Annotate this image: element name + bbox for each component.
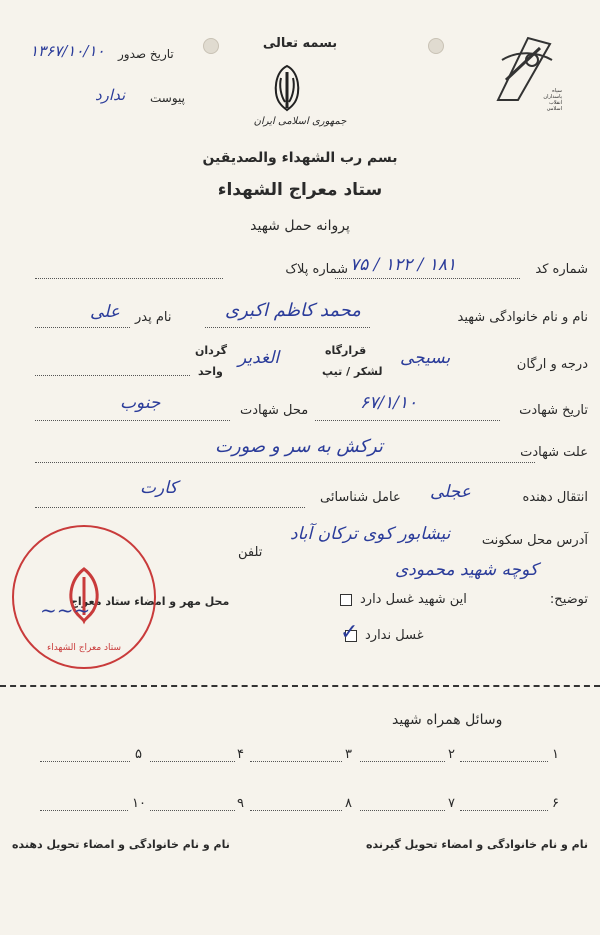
father-name-value: علی <box>90 302 120 322</box>
corps-label: لشکر / تیپ <box>322 365 383 378</box>
accessory-3-line <box>250 761 342 762</box>
iran-emblem-icon <box>265 62 309 114</box>
attachment-label: پیوست <box>150 91 185 105</box>
accessory-5-line <box>40 761 130 762</box>
date-line <box>315 420 500 421</box>
transfer-label: انتقال دهنده <box>522 490 588 505</box>
identifier-line <box>35 507 305 508</box>
father-name-label: نام پدر <box>135 310 172 325</box>
unwashed-label: غسل ندارد <box>365 628 424 643</box>
address-value-line2: کوچه شهید محمودی <box>395 560 539 580</box>
rank-label: درجه و ارگان <box>516 357 588 372</box>
battalion-label: گردان <box>195 344 228 357</box>
accessory-4-line <box>150 761 235 762</box>
accessory-6: ۶ <box>552 796 559 811</box>
stamp-area-label: محل مهر و امضاء ستاد معراج <box>70 595 230 608</box>
title-line-3: پروانه حمل شهید <box>250 218 350 234</box>
martyrdom-place-value: جنوب <box>120 393 161 413</box>
hq-label: قرارگاه <box>325 344 367 357</box>
irgc-logo-text: سپاه پاسداران انقلاب اسلامی <box>543 88 562 112</box>
accessory-8-line <box>250 810 342 811</box>
transfer-value: عجلی <box>430 482 471 502</box>
plate-label: شماره پلاک <box>285 262 348 277</box>
invocation: بسمه تعالی <box>262 36 338 51</box>
battalion-line <box>35 375 190 376</box>
place-line <box>35 420 230 421</box>
accessory-3: ۳ <box>345 747 352 762</box>
code-value: ۱۸۱ / ۱۲۲ / ۷۵ <box>350 255 457 275</box>
accessory-10: ۱۰ <box>132 796 146 811</box>
unwashed-check-mark-icon: ✓ <box>340 620 359 645</box>
father-line <box>35 327 130 328</box>
martyr-name-label: نام و نام خانوادگی شهید <box>457 310 588 325</box>
martyr-name-value: محمد کاظم اکبری <box>225 300 361 321</box>
phone-label: تلفن <box>238 545 263 560</box>
title-line-2: ستاد معراج الشهداء <box>217 180 383 200</box>
accessories-heading: وسائل همراه شهید <box>392 712 503 728</box>
cause-line <box>35 462 535 463</box>
name-line <box>205 327 370 328</box>
rank-value: بسیجی <box>400 348 451 368</box>
note-label: توضیح: <box>549 592 588 607</box>
plate-line <box>35 278 223 279</box>
accessory-6-line <box>460 810 548 811</box>
martyrdom-date-label: تاریخ شهادت <box>519 403 588 418</box>
title-line-1: بسم رب الشهداء والصدیقین <box>202 150 398 166</box>
cause-value: ترکش به سر و صورت <box>215 436 383 457</box>
corps-value: الغدیر <box>238 348 280 368</box>
accessory-9-line <box>150 810 235 811</box>
martyrdom-place-label: محل شهادت <box>240 403 309 418</box>
identifier-label: عامل شناسائی <box>320 490 401 505</box>
accessory-4: ۴ <box>237 747 244 762</box>
code-line <box>335 278 520 279</box>
accessory-10-line <box>40 810 128 811</box>
emblem-caption: جمهوری اسلامی ایران <box>253 116 347 127</box>
section-separator <box>0 685 600 687</box>
red-circular-stamp <box>12 525 156 669</box>
cause-label: علت شهادت <box>520 445 588 460</box>
accessory-8: ۸ <box>345 796 352 811</box>
deliverer-signature-label: نام و نام خانوادگی و امضاء تحویل دهنده <box>12 838 230 851</box>
accessory-2: ۲ <box>448 747 455 762</box>
attachment-value: ندارد <box>95 86 126 104</box>
accessory-1: ۱ <box>552 747 559 762</box>
identifier-value: کارت <box>140 478 178 498</box>
accessory-7: ۷ <box>448 796 455 811</box>
unit-label: واحد <box>198 365 223 378</box>
accessory-2-line <box>360 761 445 762</box>
address-label: آدرس محل سکونت <box>481 533 588 548</box>
stamp-text: ستاد معراج الشهداء <box>46 643 122 653</box>
code-label: شماره کد <box>535 262 588 277</box>
washed-checkbox <box>340 594 352 606</box>
receiver-signature-label: نام و نام خانوادگی و امضاء تحویل گیرنده <box>366 838 588 851</box>
accessory-1-line <box>460 761 548 762</box>
washed-label: این شهید غسل دارد <box>360 592 467 607</box>
address-value: نیشابور کوی ترکان آباد <box>290 524 451 544</box>
accessory-5: ۵ <box>135 747 142 762</box>
issue-date-label: تاریخ صدور <box>118 47 174 61</box>
stamp-signature: ~~~ <box>40 598 91 622</box>
accessory-9: ۹ <box>237 796 244 811</box>
issue-date-value: ۱۳۶۷/۱۰/۱۰ <box>30 42 105 60</box>
accessory-7-line <box>360 810 445 811</box>
martyrdom-date-value: ۶۷/۱/۱۰ <box>360 393 418 413</box>
